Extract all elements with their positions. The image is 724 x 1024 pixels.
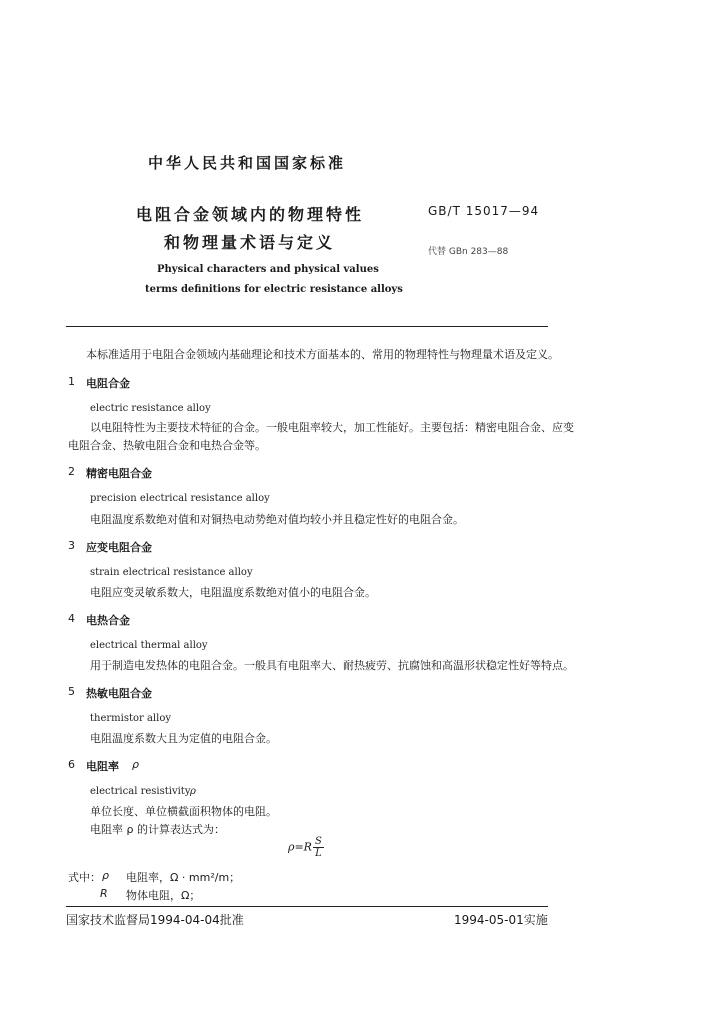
replaces-note: 代替 GBn 283—88	[428, 247, 509, 257]
where-description: 电阻率，Ω · mm²/m；	[126, 871, 241, 884]
section-text: 用于制造电发热体的电阻合金。一般具有电阻率大、耐热疲劳、抗腐蚀和高温形状稳定性好等特点。	[90, 659, 574, 672]
formula-numerator: S	[314, 836, 322, 847]
section-text: 电阻温度系数大且为定值的电阻合金。	[90, 732, 277, 745]
section-text: 单位长度、单位横截面积物体的电阻。	[90, 805, 277, 818]
intro-paragraph: 本标准适用于电阻合金领域内基础理论和技术方面基本的、常用的物理特性与物理量术语及定义。	[86, 348, 559, 361]
section-text: 电阻温度系数绝对值和对铜热电动势绝对值均较小并且稳定性好的电阻合金。	[90, 513, 464, 526]
english-title-line-1: Physical characters and physical values	[157, 264, 379, 275]
section-heading: 应变电阻合金	[86, 541, 152, 554]
formula-lhs: ρ=R	[288, 840, 312, 854]
section-text: 以电阻特性为主要技术特征的合金。一般电阻率较大，加工性能好。主要包括：精密电阻合金、应变	[90, 421, 574, 434]
section-english-symbol: ρ	[190, 786, 196, 797]
where-label: 式中：	[68, 871, 101, 884]
title-line-1: 电阻合金领域内的物理特性	[136, 205, 365, 224]
section-english-term: strain electrical resistance alloy	[90, 567, 253, 578]
section-number: 2	[68, 465, 75, 478]
section-number: 6	[68, 758, 75, 771]
section-english-term: electric resistance alloy	[90, 403, 211, 414]
approval-date: 国家技术监督局1994-04-04批准	[66, 913, 244, 927]
section-symbol: ρ	[132, 758, 139, 771]
national-standard-heading: 中华人民共和国国家标准	[148, 154, 347, 172]
formula-denominator: L	[315, 848, 322, 859]
section-heading: 精密电阻合金	[86, 467, 152, 480]
section-heading: 热敏电阻合金	[86, 687, 152, 700]
section-text: 电阻率 ρ 的计算表达式为：	[90, 823, 225, 836]
section-english-term: electrical resistivity	[90, 786, 191, 797]
footer-rule	[66, 906, 548, 907]
section-heading: 电热合金	[86, 614, 130, 627]
section-number: 1	[68, 375, 75, 388]
section-text: 电阻合金、热敏电阻合金和电热合金等。	[68, 439, 266, 452]
where-symbol: ρ	[102, 869, 109, 882]
section-heading: 电阻合金	[86, 377, 130, 390]
section-number: 3	[68, 539, 75, 552]
standard-number: GB/T 15017—94	[428, 204, 540, 218]
header-rule	[66, 326, 548, 327]
section-number: 4	[68, 612, 75, 625]
title-line-2: 和物理量术语与定义	[164, 233, 336, 252]
section-english-term: electrical thermal alloy	[90, 640, 208, 651]
english-title-line-2: terms definitions for electric resistance alloys	[145, 284, 403, 295]
where-description: 物体电阻，Ω；	[126, 889, 201, 902]
formula-fraction	[313, 836, 324, 859]
section-text: 电阻应变灵敏系数大，电阻温度系数绝对值小的电阻合金。	[90, 586, 376, 599]
section-number: 5	[68, 685, 75, 698]
where-symbol: R	[100, 887, 108, 900]
section-english-term: thermistor alloy	[90, 713, 171, 724]
resistivity-formula	[288, 836, 324, 859]
effective-date: 1994-05-01实施	[454, 913, 548, 927]
section-english-term: precision electrical resistance alloy	[90, 493, 270, 504]
section-heading: 电阻率	[86, 760, 119, 773]
